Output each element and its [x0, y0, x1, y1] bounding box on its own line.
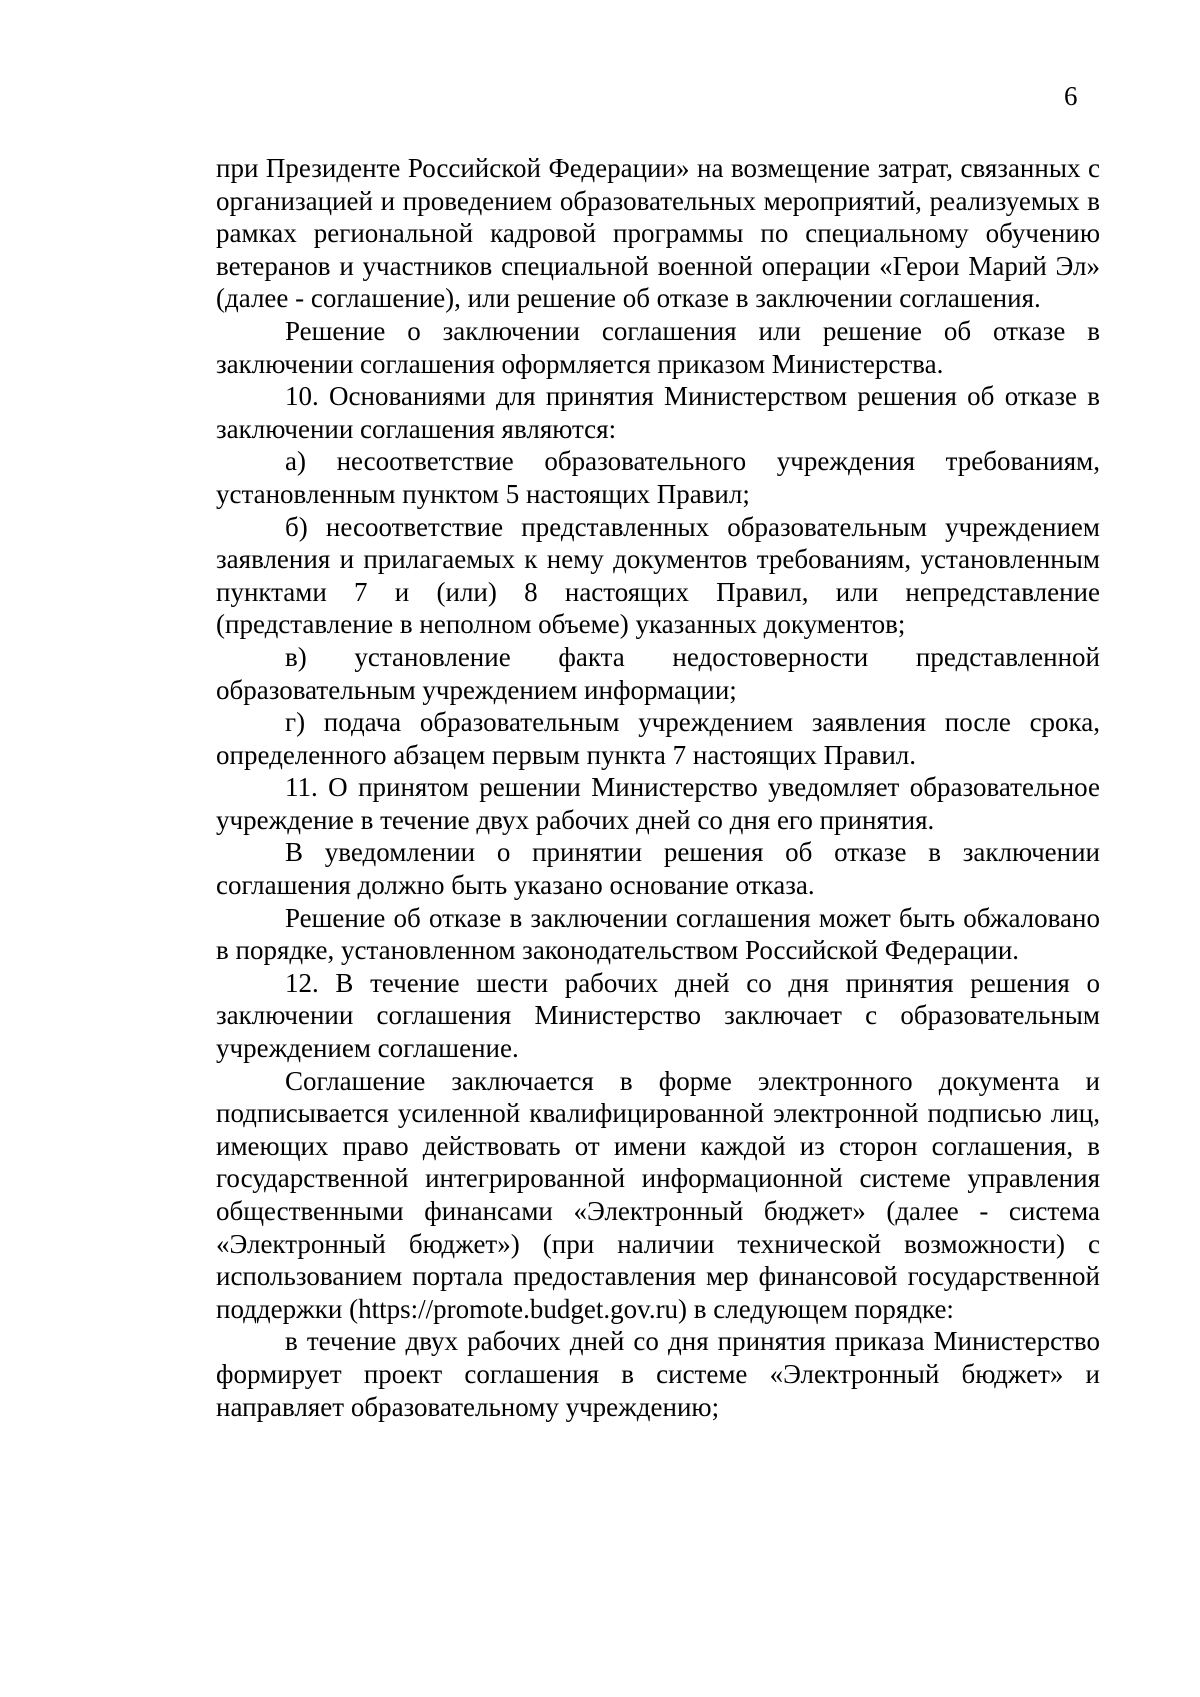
- page-number: 6: [1064, 81, 1078, 111]
- paragraph-subitem-v: в) установление факта недостоверности представленной образовательным учреждением информации;: [216, 641, 1100, 705]
- paragraph: при Президенте Российской Федерации» на возмещение затрат, связанных с организацией и проведением образовательных мероприятий, реализуемых в рамках региональной кадровой программы по специальному обучению ветеранов и участников специальной военной операции «Герои Марий Эл» (далее - соглашение), или решение об отказе в заключении соглашения.: [216, 153, 1100, 314]
- paragraph-item-11: 11. О принятом решении Министерство уведомляет образовательное учреждение в течение двух рабочих дней со дня его принятия.: [216, 772, 1100, 835]
- paragraph-subitem-a: а) несоответствие образовательного учреждения требованиям, установленным пунктом 5 настоящих Правил;: [216, 446, 1100, 509]
- document-body: [216, 152, 1100, 1423]
- paragraph: Соглашение заключается в форме электронного документа и подписывается усиленной квалифицированной электронной подписью лиц, имеющих право действовать от имени каждой из сторон соглашения, в государственной интегрированной информационной системе управления общественными финансами «Электронный бюджет» (далее - система «Электронный бюджет») (при наличии технической возможности) с использованием портала предоставления мер финансовой государственной поддержки (https://promote.budget.gov.ru) в следующем порядке:: [216, 1065, 1100, 1324]
- paragraph: Решение об отказе в заключении соглашения может быть обжаловано в порядке, установленном законодательством Российской Федерации.: [216, 902, 1100, 966]
- paragraph-subitem-b: б) несоответствие представленных образовательным учреждением заявления и прилагаемых к нему документов требованиям, установленным пунктами 7 и (или) 8 настоящих Правил, или непредставление (представление в неполном объеме) указанных документов;: [216, 511, 1100, 640]
- paragraph: в течение двух рабочих дней со дня принятия приказа Министерство формирует проект соглашения в системе «Электронный бюджет» и направляет образовательному учреждению;: [216, 1326, 1100, 1422]
- paragraph-item-10: 10. Основаниями для принятия Министерством решения об отказе в заключении соглашения являются:: [216, 381, 1100, 444]
- paragraph-item-12: 12. В течение шести рабочих дней со дня принятия решения о заключении соглашения Министерство заключает с образовательным учреждением соглашение.: [216, 967, 1100, 1064]
- paragraph: Решение о заключении соглашения или решение об отказе в заключении соглашения оформляется приказом Министерства.: [216, 315, 1100, 379]
- paragraph: В уведомлении о принятии решения об отказе в заключении соглашения должно быть указано основание отказа.: [216, 837, 1100, 901]
- paragraph-subitem-g: г) подача образовательным учреждением заявления после срока, определенного абзацем первым пункта 7 настоящих Правил.: [216, 707, 1100, 770]
